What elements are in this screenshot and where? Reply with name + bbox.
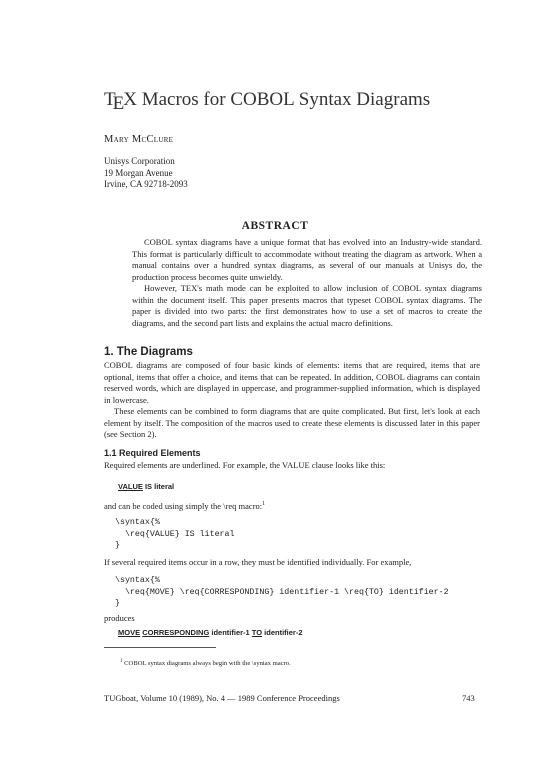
- body-text: Required elements are underlined. For example, the VALUE clause looks like this:: [104, 460, 386, 470]
- abstract-paragraph: However, TEX's math mode can be exploited to allow inclusion of COBOL syntax diagrams within the document itself. This paper presents macros that typeset COBOL syntax diagrams. The paper is divided into two parts: the first demonstrates how to use a set of macros to create the diagrams, and the second part lists and explains the actual macro definitions.: [132, 283, 482, 328]
- abstract-heading: ABSTRACT: [241, 220, 309, 232]
- code-block: \syntax{% \req{VALUE} IS literal }: [115, 518, 235, 550]
- body-paragraph: COBOL diagrams are composed of four basic kinds of elements: items that are required, items that are optional, items that offer a choice, and items that can be repeated. In addition, COBOL diagrams can contain reserved words, which are displayed in uppercase, and programmer-supplied information, which is displayed in lowercase.: [104, 360, 480, 405]
- footnote-rule: [104, 647, 216, 648]
- page-number: 743: [462, 693, 475, 703]
- subsection-heading: 1.1 Required Elements: [104, 448, 201, 458]
- address-line: Unisys Corporation: [104, 156, 175, 166]
- syntax-example: VALUE IS literal: [118, 482, 175, 491]
- syntax-example: MOVE CORRESPONDING identifier-1 TO identifier-2: [118, 628, 303, 637]
- required-keyword: VALUE: [118, 482, 143, 491]
- abstract-body: [132, 237, 482, 329]
- paper-title: TEX Macros for COBOL Syntax Diagrams: [104, 89, 431, 114]
- journal-footer: TUGboat, Volume 10 (1989), No. 4 — 1989 Conference Proceedings: [104, 693, 340, 703]
- body-text: If several required items occur in a row, they must be identified individually. For example,: [104, 557, 412, 567]
- address-line: 19 Morgan Avenue: [104, 167, 173, 178]
- address-line: Irvine, CA 92718-2093: [104, 179, 188, 189]
- body-text: produces: [104, 613, 135, 623]
- body-text: and can be coded using simply the \req macro:$^1$: [104, 501, 266, 511]
- code-block: \syntax{% \req{MOVE} \req{CORRESPONDING} identifier-1 \req{TO} identifier-2 }: [115, 576, 449, 608]
- tex-logo: TEX: [104, 89, 137, 114]
- footnote-ref: 1: [262, 501, 266, 508]
- abstract-paragraph: COBOL syntax diagrams have a unique format that has evolved into an Industry-wide standard. This format is particularly difficult to accommodate without treating the diagram as artwork. When a manual contains over a hundred syntax diagrams, as several of our manuals at Unisys do, the production process becomes quite unwieldy.: [132, 237, 482, 282]
- author-name: Mary McClure: [104, 134, 174, 145]
- section-body: [104, 360, 480, 441]
- footnote: $^1$ COBOL syntax diagrams always begin with the \syntax macro.: [120, 659, 291, 668]
- body-paragraph: These elements can be combined to form diagrams that are quite complicated. But first, let's look at each element by itself. The composition of the macros used to create these elements is discussed later in this paper (see Section 2).: [104, 406, 480, 439]
- author-address: [104, 156, 188, 191]
- section-heading: 1. The Diagrams: [104, 346, 193, 358]
